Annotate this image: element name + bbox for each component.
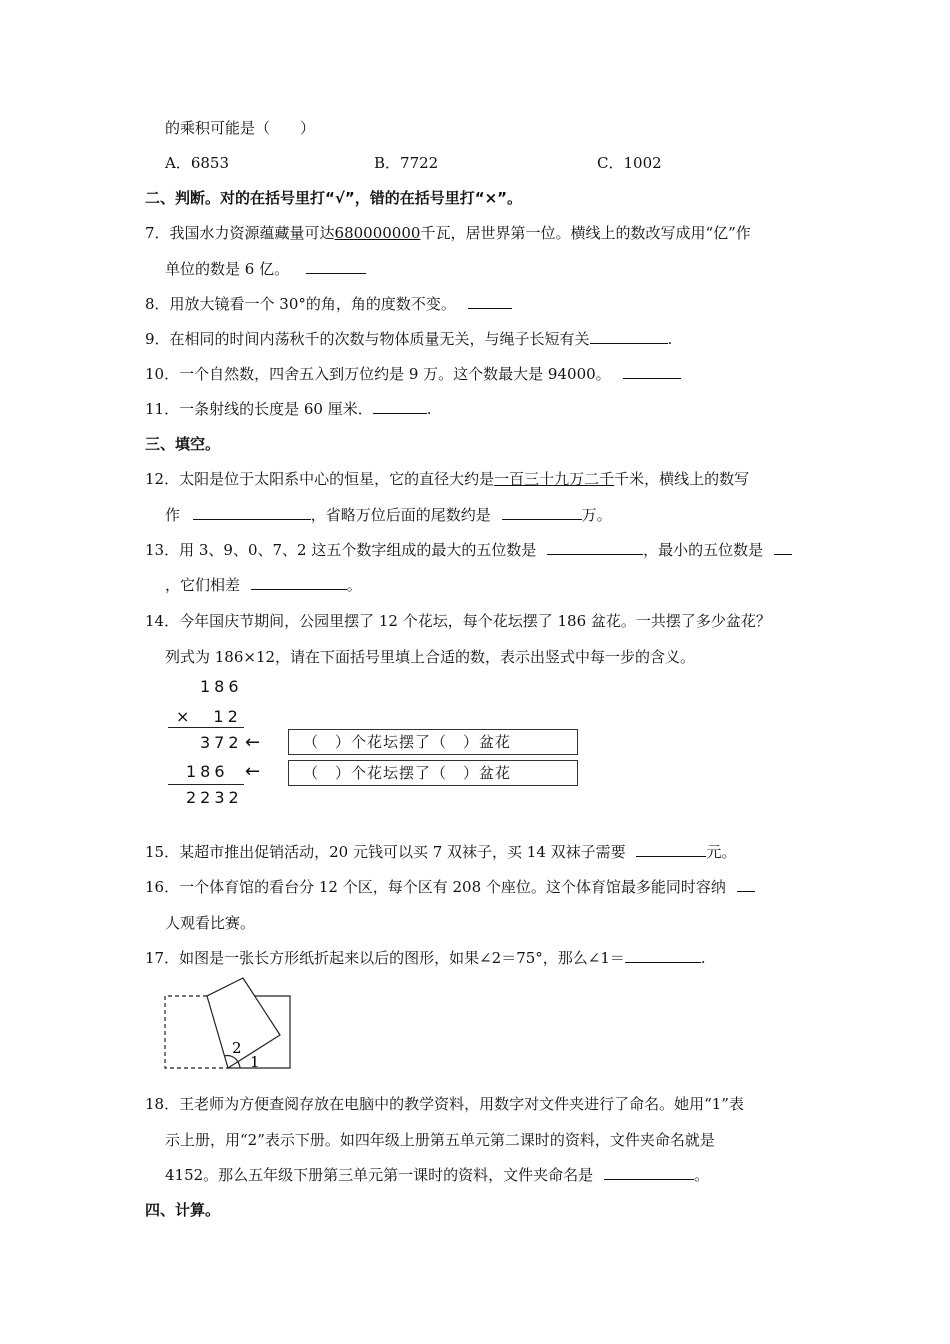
q10-text: 10．一个自然数，四舍五入到万位约是 9 万。这个数最大是 94000。 [145,365,611,383]
section-3-heading: 三、填空。 [145,435,221,453]
section-4-heading: 四、计算。 [145,1201,221,1219]
q16-line2: 人观看比赛。 [165,914,256,932]
q17-text: 17．如图是一张长方形纸折起来以后的图形，如果∠2＝75°，那么∠1＝ [145,949,625,967]
multiplicand: 186 [200,677,243,696]
q11-text: 11．一条射线的长度是 60 厘米． [145,400,373,418]
q6-option-b: B．7722 [374,154,439,172]
q13-text: 13．用 3、9、0、7、2 这五个数字组成的最大的五位数是 [145,541,537,559]
q15-text: 15．某超市推出促销活动，20 元钱可以买 7 双袜子，买 14 双袜子需要 [145,843,626,861]
meaning-box-1[interactable]: （ ）个花坛摆了（ ）盆花 [288,729,578,755]
q16-text: 16．一个体育馆的看台分 12 个区，每个区有 208 个座位。这个体育馆最多能同时容纳 [145,878,726,896]
angle-1-arc [238,1062,240,1068]
q7-line2-text: 单位的数是 6 亿。 [165,260,290,278]
q11: 11．一条射线的长度是 60 厘米． . [145,400,432,418]
q14-line1: 14．今年国庆节期间，公园里摆了 12 个花坛，每个花坛摆了 186 盆花。一共摆了多少盆花？ [145,612,771,630]
multiplier: × 12 [176,707,242,726]
q18-text-2: 。 [693,1166,709,1184]
q17-text-2: . [700,949,706,967]
q12-text-2: 千米，横线上的数写 [614,470,750,488]
product: 2232 [186,788,243,807]
q12-text-4: ，省略万位后面的尾数约是 [310,506,491,524]
q7-text-2: 千瓦，居世界第一位。横线上的数改写成用“亿”作 [420,224,751,242]
q6-continuation: 的乘积可能是（ ） [165,119,316,137]
angle-1-label: 1 [250,1053,260,1071]
q8-text: 8．用放大镜看一个 30°的角，角的度数不变。 [145,295,456,313]
q7-underlined-number: 680000000 [334,224,421,242]
folded-part-dashed [165,996,228,1068]
arrow-left-icon: ← [245,732,261,753]
q6-option-c: C．1002 [597,154,662,172]
q12-text-5: 万。 [581,506,612,524]
q12-underlined-number: 一百三十九万二千 [494,470,615,488]
q9-text: 9．在相同的时间内荡秋千的次数与物体质量无关，与绳子长短有关 [145,330,590,348]
meaning-box-2[interactable]: （ ）个花坛摆了（ ）盆花 [288,760,578,786]
q14-line2: 列式为 186×12，请在下面括号里填上合适的数，表示出竖式中每一步的含义。 [165,648,696,666]
q18-line2: 示上册，用“2”表示下册。如四年级上册第五单元第二课时的资料，文件夹命名就是 [165,1131,715,1149]
q13-text-4: 。 [346,576,362,594]
arrow-left-icon: ← [245,761,261,782]
q18-line1: 18．王老师为方便查阅存放在电脑中的教学资料，用数字对文件夹进行了命名。她用“1”表 [145,1095,744,1113]
q7-text: 7．我国水力资源蕴藏量可达 [145,224,335,242]
q6-option-a: A．6853 [165,154,230,172]
q13-text-3: ，它们相差 [165,576,241,594]
q12-text-3: 作 [165,506,181,524]
angle-2-label: 2 [232,1039,242,1057]
partial-product-1: 372 [200,733,243,752]
q12-text: 12．太阳是位于太阳系中心的恒星，它的直径大约是 [145,470,495,488]
folded-flap [207,978,280,1068]
q9: 9．在相同的时间内荡秋千的次数与物体质量无关，与绳子长短有关 . [145,330,673,348]
section-2-heading: 二、判断。对的在括号里打“√”，错的在括号里打“×”。 [145,189,523,207]
q13-text-2: ，最小的五位数是 [643,541,764,559]
q15-text-2: 元。 [706,843,737,861]
q18-line3 [165,1165,709,1185]
q18-answer-blank[interactable] [604,1165,694,1180]
partial-product-2: 186 [186,762,229,781]
q18-text: 4152。那么五年级下册第三单元第一课时的资料，文件夹命名是 [165,1166,594,1184]
